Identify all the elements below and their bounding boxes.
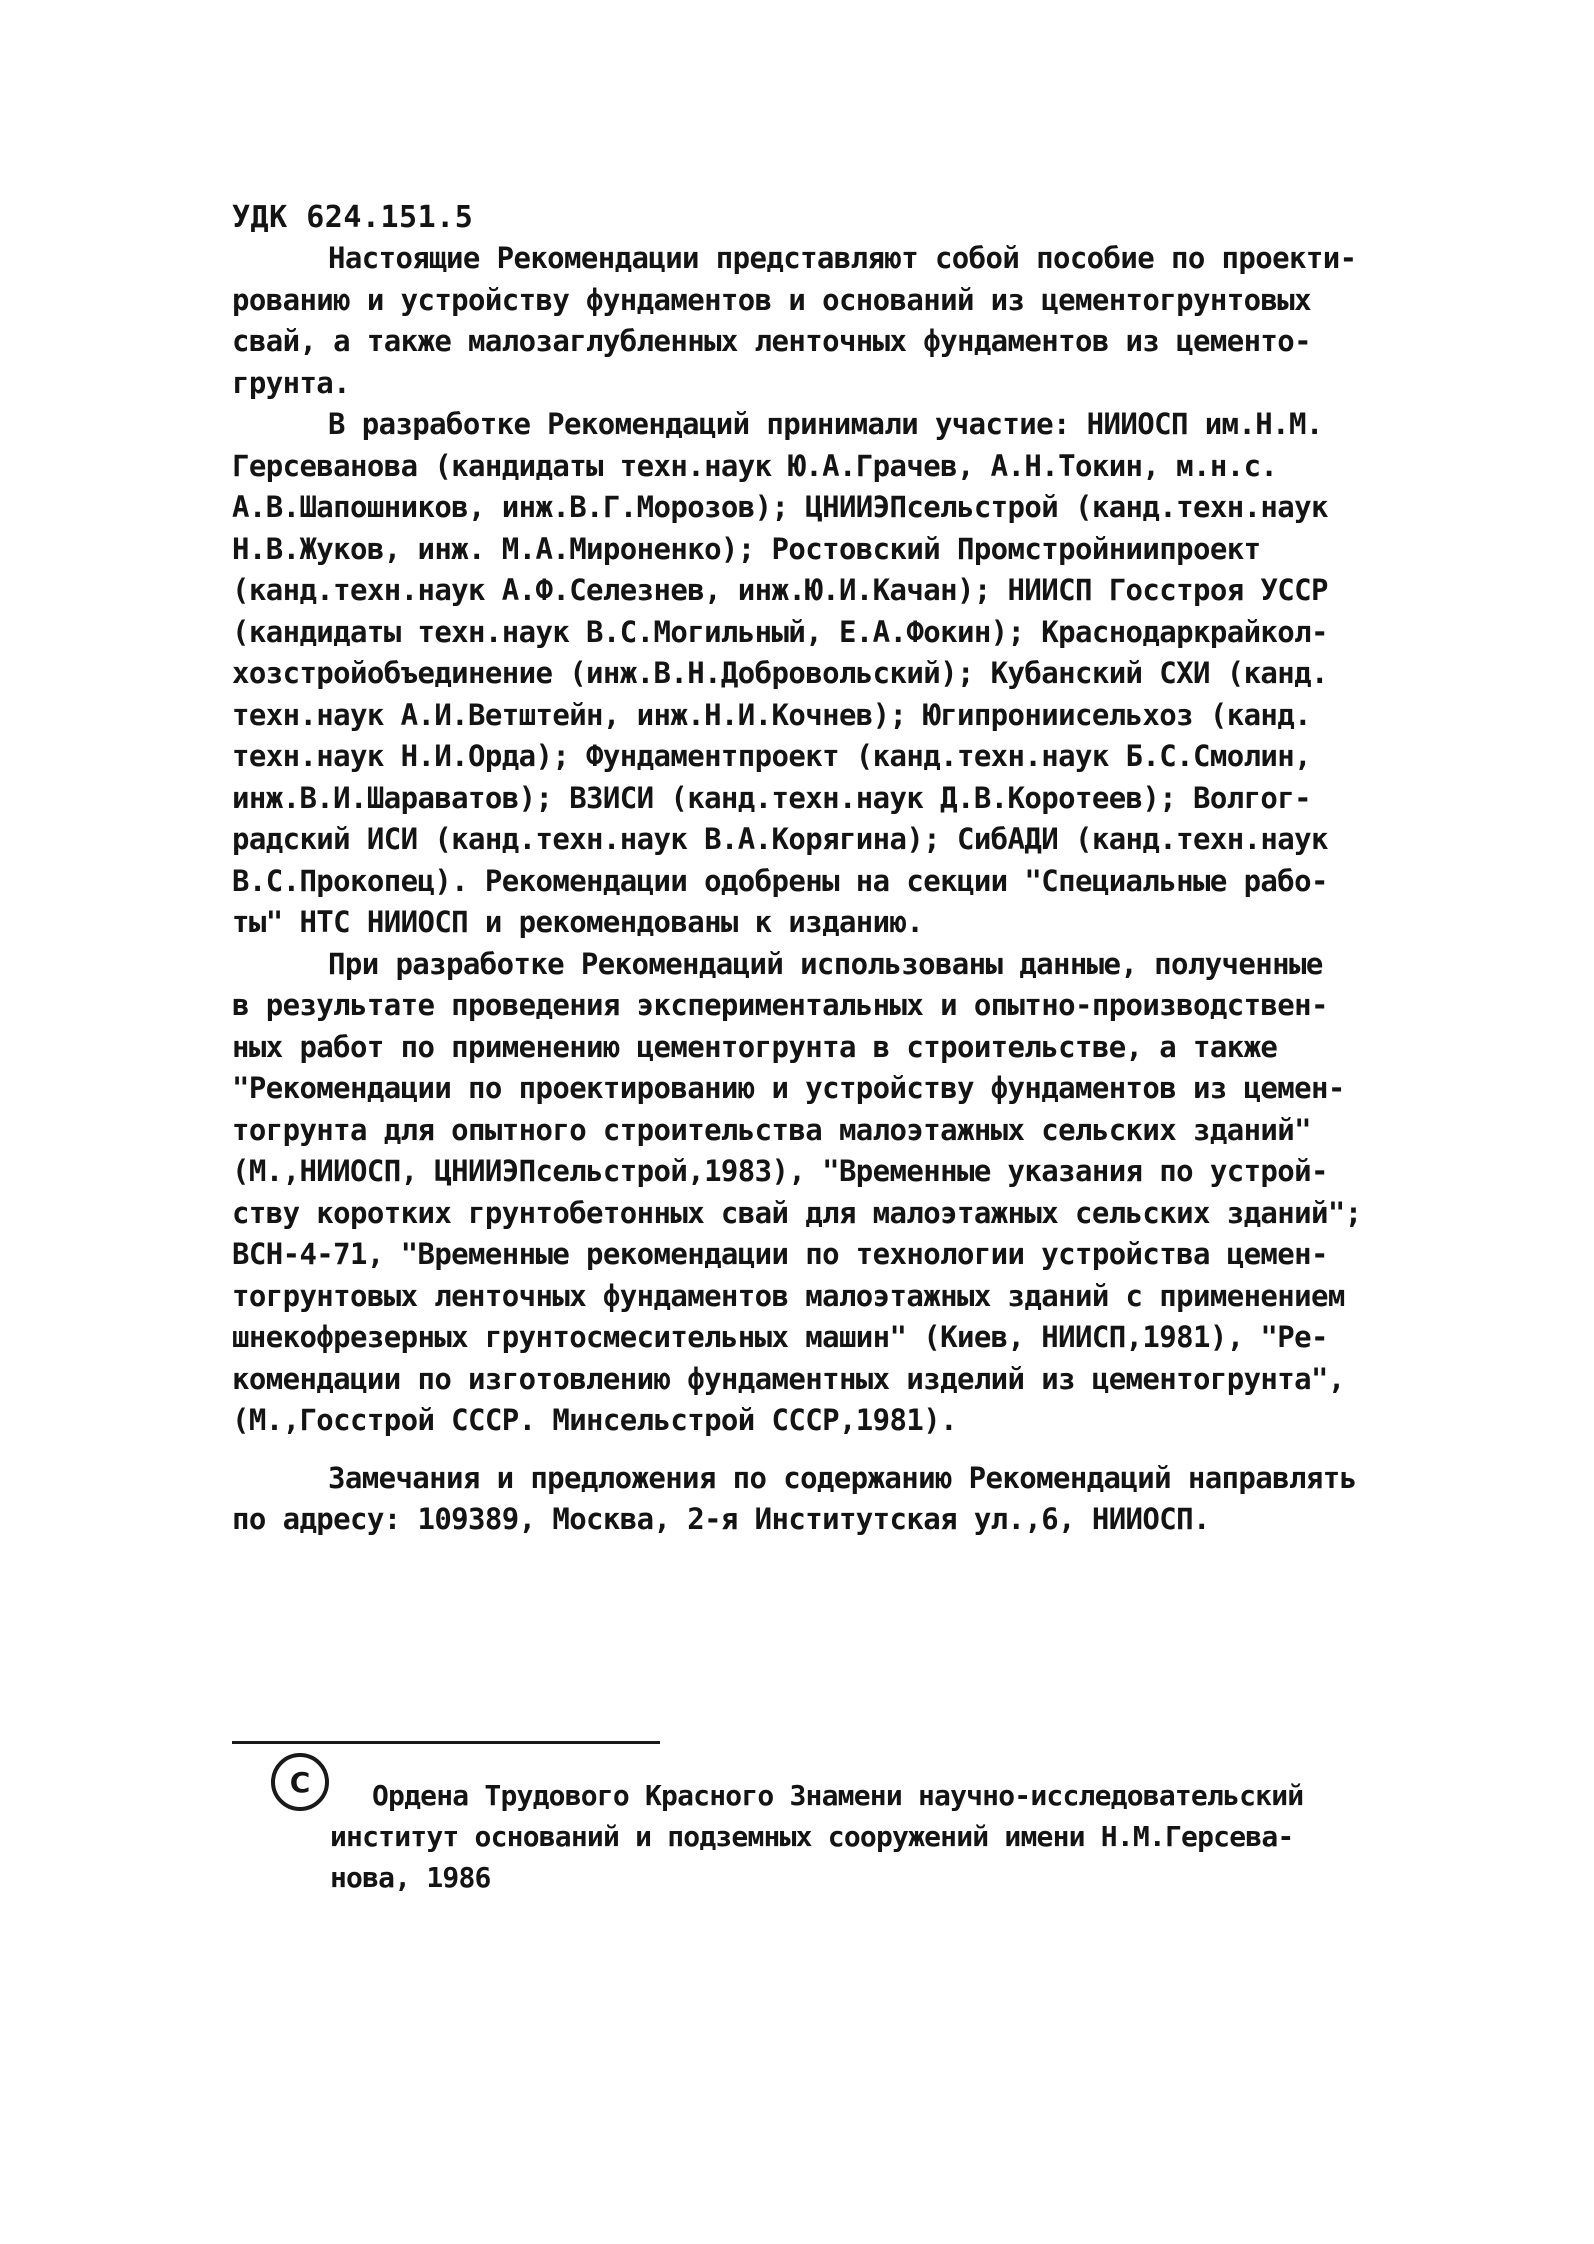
copyright-line: институт оснований и подземных сооружений имени Н.М.Герсева-	[330, 1820, 1294, 1853]
text-line: (М.,Госстрой СССР. Минсельстрой СССР,1981).	[232, 1403, 957, 1437]
document-body	[232, 238, 1452, 1541]
text-line: В разработке Рекомендаций принимали участие: НИИОСП им.Н.М.	[328, 407, 1323, 441]
text-line: (М.,НИИОСП, ЦНИИЭПсельстрой,1983), "Временные указания по устрой-	[232, 1154, 1328, 1188]
text-line: тогрунта для опытного строительства малоэтажных сельских зданий"	[232, 1112, 1312, 1147]
paragraph-contributors	[232, 404, 1452, 944]
text-line: хозстройобъединение (инж.В.Н.Добровольский); Кубанский СХИ (канд.	[232, 656, 1328, 690]
text-line: рованию и устройству фундаментов и оснований из цементогрунтовых	[232, 282, 1312, 317]
text-line: ству коротких грунтобетонных свай для малоэтажных сельских зданий";	[232, 1195, 1362, 1230]
text-line: Замечания и предложения по содержанию Рекомендаций направлять	[328, 1460, 1357, 1495]
text-line: свай, а также малозаглубленных ленточных фундаментов из цементо-	[232, 324, 1312, 358]
spacer	[232, 1442, 1452, 1458]
text-line: ных работ по применению цементогрунта в строительстве, а также	[232, 1029, 1278, 1064]
footnote-divider	[232, 1741, 660, 1744]
text-line: (канд.техн.наук А.Ф.Селезнев, инж.Ю.И.Качан); НИИСП Госстроя УССР	[232, 573, 1328, 607]
text-line: радский ИСИ (канд.техн.наук В.А.Корягина); СибАДИ (канд.техн.наук	[232, 822, 1328, 856]
text-line: инж.В.И.Шараватов); ВЗИСИ (канд.техн.наук Д.В.Коротеев); Волгог-	[232, 780, 1312, 815]
text-line: (кандидаты техн.наук В.С.Могильный, Е.А.Фокин); Краснодаркрайкол-	[232, 614, 1328, 649]
text-line: грунта.	[232, 365, 351, 400]
text-line: В.С.Прокопец). Рекомендации одобрены на секции "Специальные рабо-	[232, 863, 1328, 898]
text-line: комендации по изготовлению фундаментных изделий из цементогрунта",	[232, 1361, 1345, 1396]
copyright-symbol: C	[289, 1765, 311, 1799]
copyright-icon	[271, 1753, 329, 1811]
text-line: в результате проведения экспериментальных и опытно-производствен-	[232, 988, 1328, 1022]
text-line: техн.наук А.И.Ветштейн, инж.Н.И.Кочнев); Югипрониисельхоз (канд.	[232, 697, 1312, 732]
text-line: тогрунтовых ленточных фундаментов малоэтажных зданий с применением	[232, 1278, 1345, 1313]
text-line: При разработке Рекомендаций использованы данные, полученные	[328, 946, 1323, 981]
copyright-line: Ордена Трудового Красного Знамени научно-исследовательский	[372, 1779, 1304, 1812]
text-line: ты" НТС НИИОСП и рекомендованы к изданию.	[232, 905, 924, 939]
paragraph-feedback-address	[232, 1458, 1452, 1541]
text-line: Герсеванова (кандидаты техн.наук Ю.А.Грачев, А.Н.Токин, м.н.с.	[232, 448, 1278, 483]
text-line: Настоящие Рекомендации представляют собой пособие по проекти-	[328, 241, 1357, 275]
paragraph-purpose	[232, 238, 1452, 404]
paragraph-sources	[232, 944, 1452, 1442]
text-line: по адресу: 109389, Москва, 2-я Институтская ул.,6, НИИОСП.	[232, 1502, 1210, 1536]
text-line: шнекофрезерных грунтосмесительных машин" (Киев, НИИСП,1981), "Ре-	[232, 1320, 1328, 1354]
copyright-notice	[330, 1775, 1460, 1898]
text-line: Н.В.Жуков, инж. М.А.Мироненко); Ростовский Промстройниипроект	[232, 531, 1261, 566]
text-line: ВСН-4-71, "Временные рекомендации по технологии устройства цемен-	[232, 1237, 1328, 1271]
text-line: "Рекомендации по проектированию и устройству фундаментов из цемен-	[232, 1071, 1345, 1105]
text-line: А.В.Шапошников, инж.В.Г.Морозов); ЦНИИЭПсельстрой (канд.техн.наук	[232, 490, 1328, 524]
text-line: техн.наук Н.И.Орда); Фундаментпроект (канд.техн.наук Б.С.Смолин,	[232, 739, 1312, 773]
copyright-line: нова, 1986	[330, 1861, 491, 1894]
udc-code: УДК 624.151.5	[232, 200, 474, 235]
